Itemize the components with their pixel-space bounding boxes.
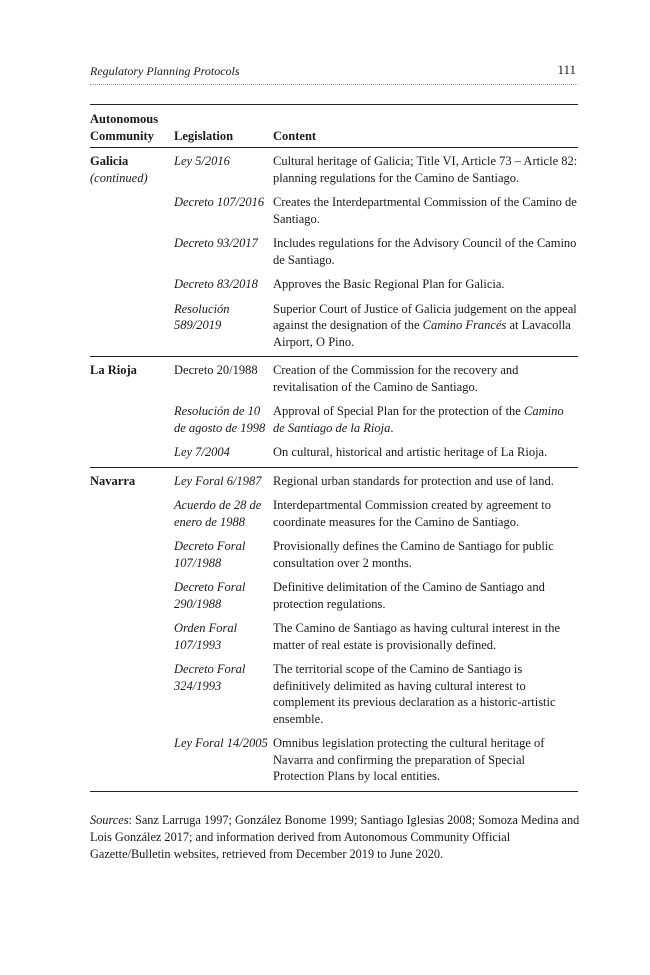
sources-note xyxy=(90,812,580,863)
legislation-cell: Decreto 107/2016 xyxy=(174,195,265,209)
content-segment: Includes regulations for the Advisory Council of the Camino de Santiago. xyxy=(273,236,577,267)
legislation-table-wrap xyxy=(90,104,578,792)
content-cell xyxy=(273,467,578,495)
column-header-community xyxy=(90,105,174,148)
table-row xyxy=(90,233,578,274)
content-segment: Interdepartmental Commission created by agreement to coordinate measures for the Camino de Santiago. xyxy=(273,498,552,529)
table-row xyxy=(90,401,578,442)
community-cell xyxy=(90,233,174,274)
legislation-cell: Resolución de 10 de agosto de 1998 xyxy=(174,404,266,435)
content-segment: Creation of the Commission for the recovery and revitalisation of the Camino de Santiago. xyxy=(273,363,519,394)
community-group xyxy=(90,148,578,357)
content-cell xyxy=(273,733,578,791)
legislation-cell: Ley 7/2004 xyxy=(174,445,230,459)
content-cell xyxy=(273,659,578,733)
legislation-cell: Acuerdo de 28 de enero de 1988 xyxy=(174,498,262,529)
content-segment: Cultural heritage of Galicia; Title VI, Article 73 – Article 82: planning regulations for the Camino de Santiago. xyxy=(273,154,578,185)
community-group xyxy=(90,467,578,791)
legislation-cell: Decreto Foral 107/1988 xyxy=(174,539,246,570)
content-segment: . xyxy=(390,420,394,435)
content-segment: The Camino de Santiago as having cultural interest in the matter of real estate is provisionally defined. xyxy=(273,621,561,652)
community-cell xyxy=(90,536,174,577)
table-row xyxy=(90,192,578,233)
community-name: Navarra xyxy=(90,473,136,488)
community-cell xyxy=(90,467,174,495)
legislation-cell: Ley 5/2016 xyxy=(174,154,230,168)
table-row xyxy=(90,577,578,618)
content-segment: The territorial scope of the Camino de Santiago is definitively delimited as having cultural interest to complement its previous declaration as a historic-artistic ensemble. xyxy=(273,662,556,726)
content-segment: Regional urban standards for protection and use of land. xyxy=(273,473,554,488)
content-segment: Camino Francés xyxy=(422,318,507,332)
content-cell xyxy=(273,192,578,233)
column-header-content: Content xyxy=(273,128,317,143)
legislation-cell: Decreto Foral 290/1988 xyxy=(174,580,246,611)
community-name: Galicia xyxy=(90,154,129,168)
content-cell xyxy=(273,618,578,659)
table-row xyxy=(90,467,578,495)
content-cell xyxy=(273,299,578,357)
legislation-table xyxy=(90,104,578,792)
table-row xyxy=(90,659,578,733)
community-cell xyxy=(90,148,174,193)
content-segment: Definitive delimitation of the Camino de Santiago and protection regulations. xyxy=(273,580,545,611)
content-segment: Approval of Special Plan for the protection of the xyxy=(273,404,524,418)
table-row xyxy=(90,148,578,193)
content-cell xyxy=(273,148,578,193)
community-cell xyxy=(90,618,174,659)
table-row xyxy=(90,618,578,659)
table-row xyxy=(90,274,578,299)
community-cell xyxy=(90,357,174,402)
column-header-community-line2: Community xyxy=(90,128,154,143)
content-cell xyxy=(273,442,578,467)
community-cell xyxy=(90,274,174,299)
legislation-cell: Resolución 589/2019 xyxy=(174,301,230,332)
table-row xyxy=(90,733,578,791)
content-segment: Provisionally defines the Camino de Santiago for public consultation over 2 months. xyxy=(273,539,554,570)
sources-label: Sources xyxy=(90,813,129,827)
community-cell xyxy=(90,495,174,536)
legislation-cell: Decreto 93/2017 xyxy=(174,236,258,250)
content-cell xyxy=(273,577,578,618)
content-cell xyxy=(273,401,578,442)
community-cell xyxy=(90,577,174,618)
table-row xyxy=(90,495,578,536)
content-segment: Camino de Santiago de la Rioja xyxy=(273,404,564,435)
content-segment: Superior Court of Justice of Galicia judgement on the appeal against the designation of the xyxy=(273,301,577,332)
table-row xyxy=(90,299,578,357)
running-title: Regulatory Planning Protocols xyxy=(90,64,240,78)
sources-text: : Sanz Larruga 1997; González Bonome 1999; Santiago Iglesias 2008; Somoza Medina and Lois González 2017; and information derived from Autonomous Community Official Gazette/Bulletin websites, retrieved from December 2019 to June 2020. xyxy=(90,813,580,861)
community-name: La Rioja xyxy=(90,363,137,377)
page-number: 111 xyxy=(557,62,576,77)
community-cell xyxy=(90,192,174,233)
content-segment: at Lavacolla Airport, O Pino. xyxy=(273,318,571,349)
content-segment: Approves the Basic Regional Plan for Galicia. xyxy=(273,277,505,291)
content-segment: Omnibus legislation protecting the cultural heritage of Navarra and confirming the preparation of Special Protection Plans by local entities. xyxy=(273,736,545,783)
legislation-cell: Orden Foral 107/1993 xyxy=(174,621,238,652)
table-row xyxy=(90,442,578,467)
table-header xyxy=(90,105,578,148)
content-cell xyxy=(273,495,578,536)
community-cell xyxy=(90,659,174,733)
running-head xyxy=(90,64,578,85)
header-row xyxy=(90,105,578,148)
column-header-legislation: Legislation xyxy=(174,128,234,143)
legislation-cell: Decreto Foral 324/1993 xyxy=(174,662,246,693)
table-row xyxy=(90,357,578,402)
content-cell xyxy=(273,274,578,299)
legislation-cell: Ley Foral 14/2005 xyxy=(174,736,268,750)
community-note: (continued) xyxy=(90,170,148,185)
community-cell xyxy=(90,299,174,357)
community-cell xyxy=(90,733,174,791)
legislation-cell: Decreto 83/2018 xyxy=(174,277,258,291)
community-group xyxy=(90,357,578,468)
legislation-cell: Decreto 20/1988 xyxy=(174,363,258,377)
column-header-community-line1: Autonomous xyxy=(90,112,159,126)
community-cell xyxy=(90,401,174,442)
content-cell xyxy=(273,233,578,274)
content-cell xyxy=(273,536,578,577)
content-segment: Creates the Interdepartmental Commission of the Camino de Santiago. xyxy=(273,195,577,226)
community-cell xyxy=(90,442,174,467)
table-row xyxy=(90,536,578,577)
content-segment: On cultural, historical and artistic heritage of La Rioja. xyxy=(273,445,548,459)
content-cell xyxy=(273,357,578,402)
legislation-cell: Ley Foral 6/1987 xyxy=(174,473,262,488)
